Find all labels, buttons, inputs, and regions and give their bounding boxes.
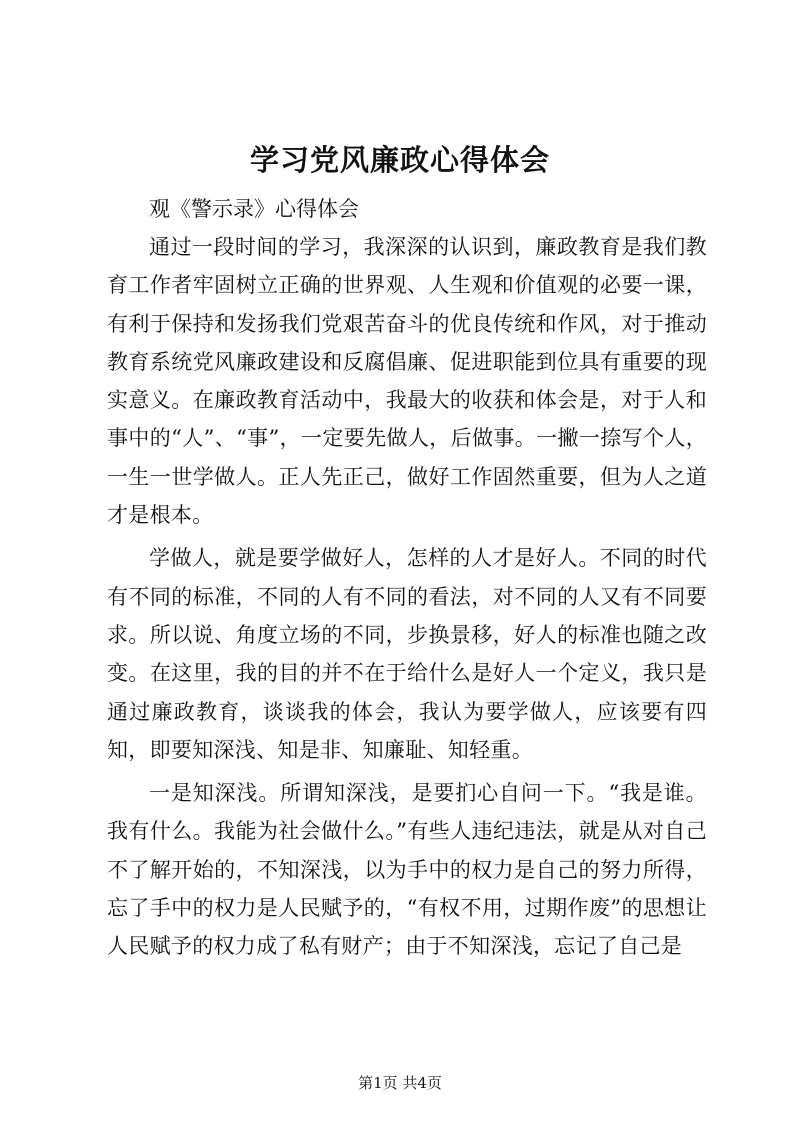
paragraph: 一是知深浅。所谓知深浅，是要扪心自问一下。“我是谁。我有什么。我能为社会做什么。”有些人违纪违法，就是从对自己不了解开始的，不知深浅，以为手中的权力是自己的努力所得，忘了手中的权力是人民赋予的，“有权不用，过期作废”的思想让人民赋予的权力成了私有财产；由于不知深浅，忘记了自己是 bbox=[107, 781, 707, 959]
page-footer: 第1页 共4页 bbox=[358, 1074, 442, 1092]
document-title: 学习党风廉政心得体会 bbox=[249, 143, 550, 177]
document-subtitle: 观《警示录》心得体会 bbox=[149, 197, 359, 221]
document-body bbox=[107, 190, 707, 971]
paragraph: 通过一段时间的学习，我深深的认识到，廉政教育是我们教育工作者牢固树立正确的世界观、人生观和价值观的必要一课，有利于保持和发扬我们党艰苦奋斗的优良传统和作风，对于推动教育系统党风廉政建设和反腐倡廉、促进职能到位具有重要的现实意义。在廉政教育活动中，我最大的收获和体会是，对于人和事中的“人”、“事”，一定要先做人，后做事。一撇一捺写个人，一生一世学做人。正人先正己，做好工作固然重要，但为人之道才是根本。 bbox=[107, 235, 707, 528]
paragraph: 学做人，就是要学做好人，怎样的人才是好人。不同的时代有不同的标准，不同的人有不同的看法，对不同的人又有不同要求。所以说、角度立场的不同，步换景移，好人的标准也随之改变。在这里，我的目的并不在于给什么是好人一个定义，我只是通过廉政教育，谈谈我的体会，我认为要学做人，应该要有四知，即要知深浅、知是非、知廉耻、知轻重。 bbox=[107, 546, 707, 762]
